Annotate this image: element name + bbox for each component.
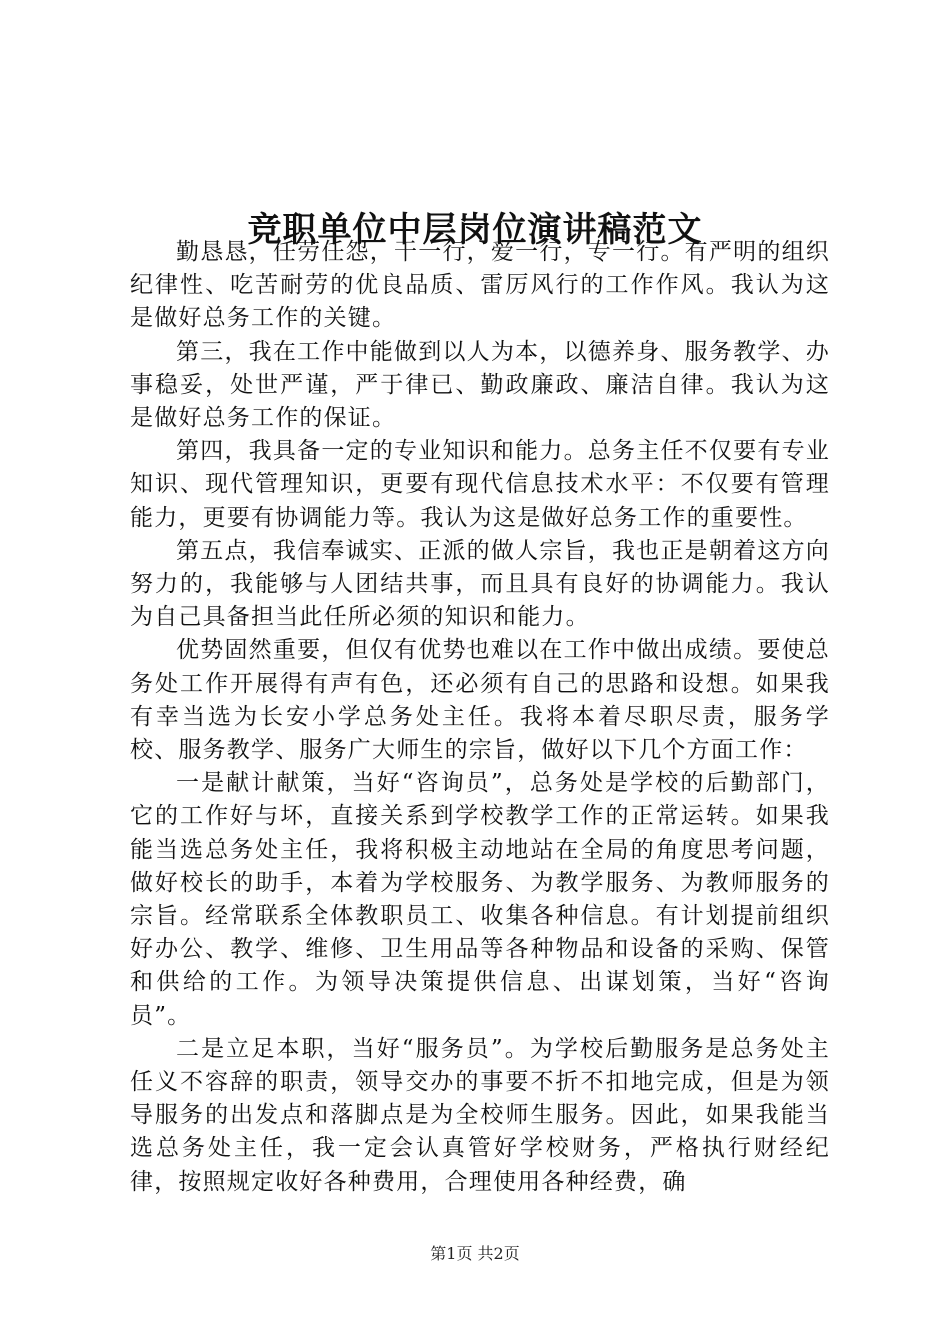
paragraph-6: 一是献计献策，当好“咨询员”，总务处是学校的后勤部门，它的工作好与坏，直接关系到学校教学工作的正常运转。如果我能当选总务处主任，我将积极主动地站在全局的角度思考问题，做好校长的助手，本着为学校服务、为教学服务、为教师服务的宗旨。经常联系全体教职员工、收集各种信息。有计划提前组织好办公、教学、维修、卫生用品等各种物品和设备的采购、保管和供给的工作。为领导决策提供信息、出谋划策，当好“咨询员”。 bbox=[130, 770, 830, 1029]
paragraph-7: 二是立足本职，当好“服务员”。为学校后勤服务是总务处主任义不容辞的职责，领导交办的事要不折不扣地完成，但是为领导服务的出发点和落脚点是为全校师生服务。因此，如果我能当选总务处主任，我一定会认真管好学校财务，严格执行财经纪律，按照规定收好各种费用，合理使用各种经费，确 bbox=[130, 1035, 830, 1195]
paragraph-1: 勤恳恳，任劳任怨，干一行，爱一行，专一行。有严明的组织纪律性、吃苦耐劳的优良品质、雷厉风行的工作作风。我认为这是做好总务工作的关键。 bbox=[130, 239, 830, 332]
paragraph-5: 优势固然重要，但仅有优势也难以在工作中做出成绩。要使总务处工作开展得有声有色，还必须有自己的思路和设想。如果我有幸当选为长安小学总务处主任。我将本着尽职尽责，服务学校、服务教学、服务广大师生的宗旨，做好以下几个方面工作： bbox=[130, 637, 830, 764]
paragraph-4: 第五点，我信奉诚实、正派的做人宗旨，我也正是朝着这方向努力的，我能够与人团结共事，而且具有良好的协调能力。我认为自己具备担当此任所必须的知识和能力。 bbox=[130, 537, 830, 631]
paragraph-2: 第三，我在工作中能做到以人为本，以德养身、服务教学、办事稳妥，处世严谨，严于律已、勤政廉政、廉洁自律。我认为这是做好总务工作的保证。 bbox=[130, 338, 830, 432]
document-title: 竞职单位中层岗位演讲稿范文 bbox=[247, 209, 703, 250]
page-footer: 第1页 共2页 bbox=[430, 1244, 520, 1263]
paragraph-3: 第四，我具备一定的专业知识和能力。总务主任不仅要有专业知识、现代管理知识，更要有现代信息技术水平：不仅要有管理能力，更要有协调能力等。我认为这是做好总务工作的重要性。 bbox=[130, 438, 830, 531]
document-body bbox=[130, 236, 830, 1199]
